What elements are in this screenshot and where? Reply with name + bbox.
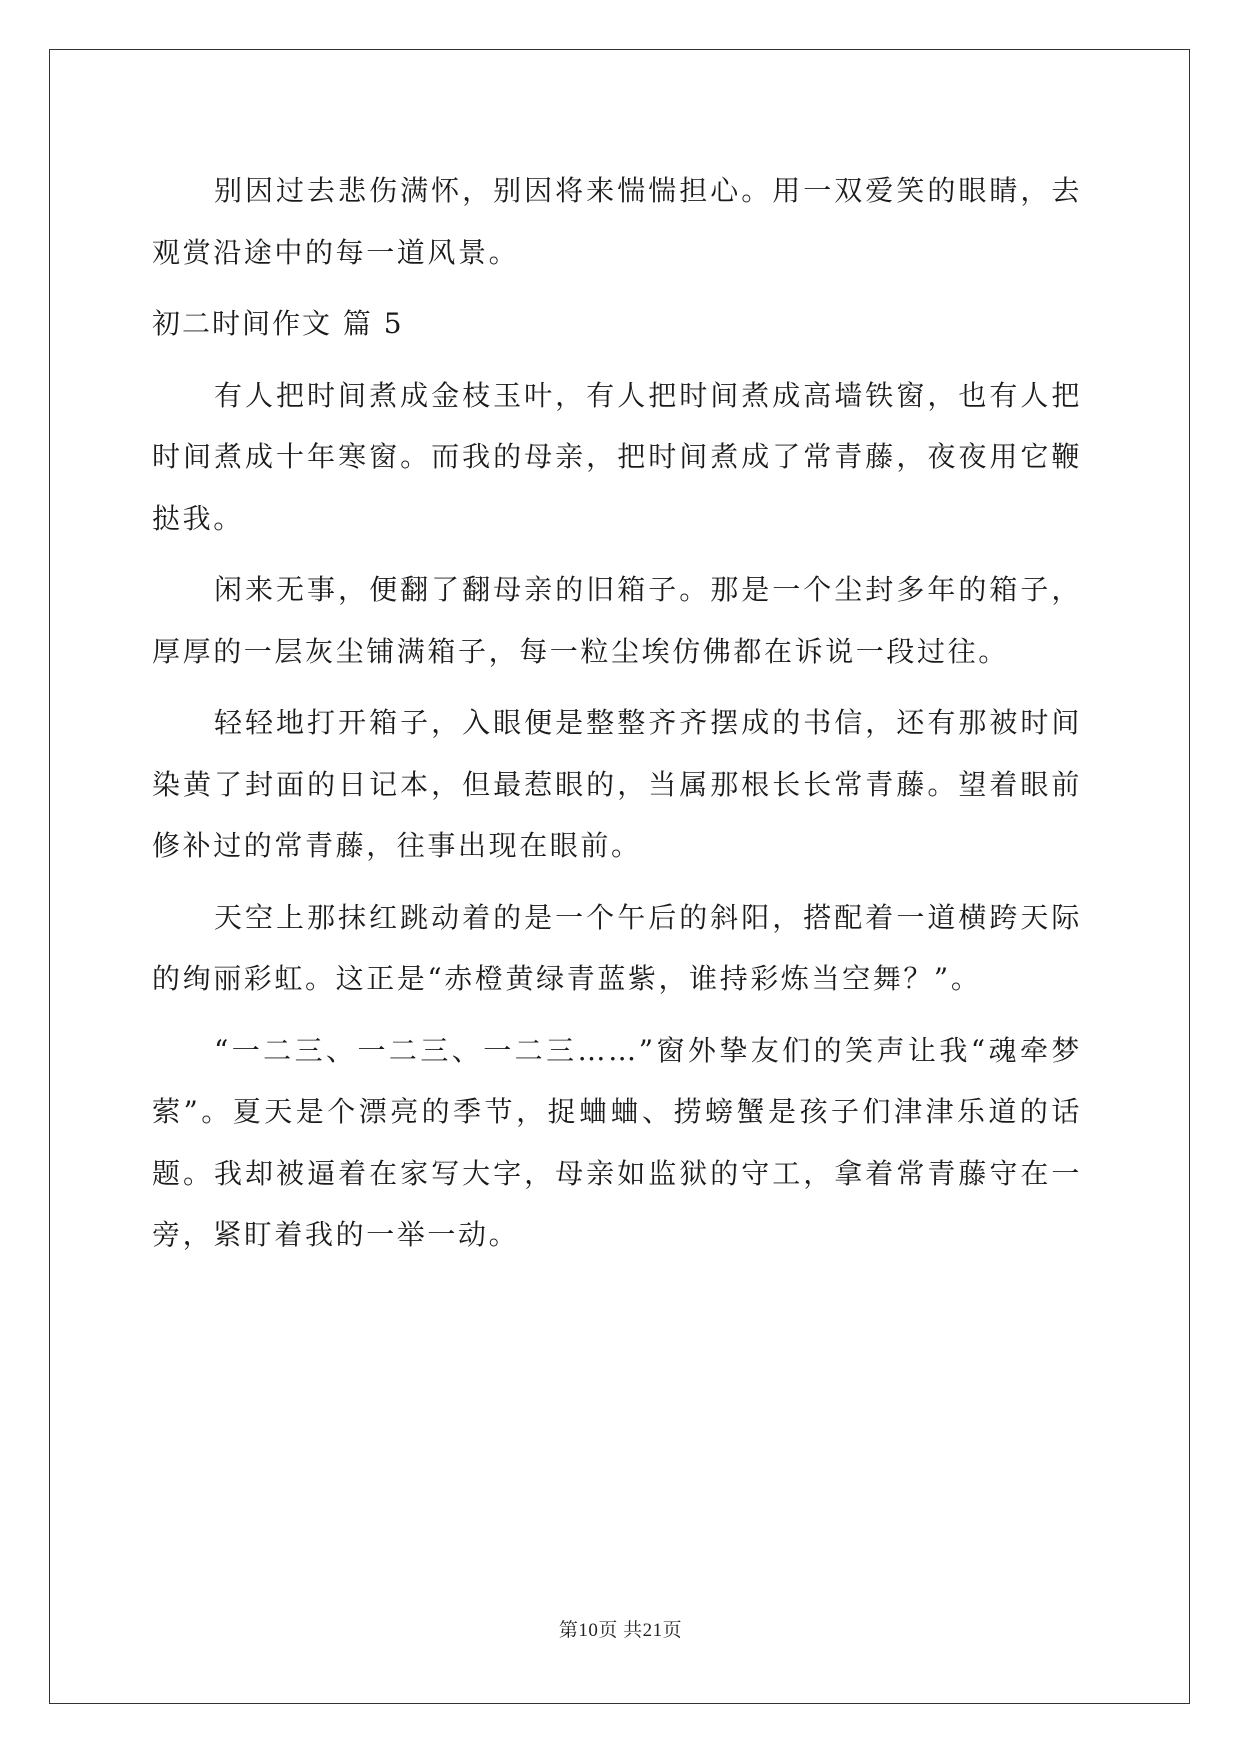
section-heading: 初二时间作文 篇 5	[152, 307, 404, 340]
total-pages-number: 21	[642, 1620, 663, 1641]
paragraph-6: “一二三、一二三、一二三……”窗外挚友们的笑声让我“魂牵梦萦”。夏天是个漂亮的季节，捉蛐蛐、捞螃蟹是孩子们津津乐道的话题。我却被逼着在家写大字，母亲如监狱的守工，拿着常青藤守在一旁，紧盯着我的一举一动。	[152, 1033, 1082, 1251]
paragraph-5: 天空上那抹红跳动着的是一个午后的斜阳，搭配着一道横跨天际的绚丽彩虹。这正是“赤橙黄绿青蓝紫，谁持彩炼当空舞？”。	[152, 900, 1082, 995]
footer-middle: 页 共	[598, 1620, 643, 1641]
paragraph-2: 有人把时间煮成金枝玉叶，有人把时间煮成高墙铁窗，也有人把时间煮成十年寒窗。而我的母亲，把时间煮成了常青藤，夜夜用它鞭挞我。	[152, 378, 1082, 535]
paragraph-4: 轻轻地打开箱子，入眼便是整整齐齐摆成的书信，还有那被时间染黄了封面的日记本，但最惹眼的，当属那根长长常青藤。望着眼前修补过的常青藤，往事出现在眼前。	[152, 706, 1082, 862]
page-footer	[0, 1615, 1241, 1642]
paragraph-3: 闲来无事，便翻了翻母亲的旧箱子。那是一个尘封多年的箱子，厚厚的一层灰尘铺满箱子，每一粒尘埃仿佛都在诉说一段过往。	[152, 573, 1082, 668]
document-body	[152, 160, 1082, 1266]
paragraph-1: 别因过去悲伤满怀，别因将来惴惴担心。用一双爱笑的眼睛，去观赏沿途中的每一道风景。	[152, 174, 1082, 269]
footer-prefix: 第	[558, 1620, 579, 1641]
footer-suffix: 页	[662, 1620, 683, 1641]
current-page-number: 10	[578, 1620, 599, 1641]
